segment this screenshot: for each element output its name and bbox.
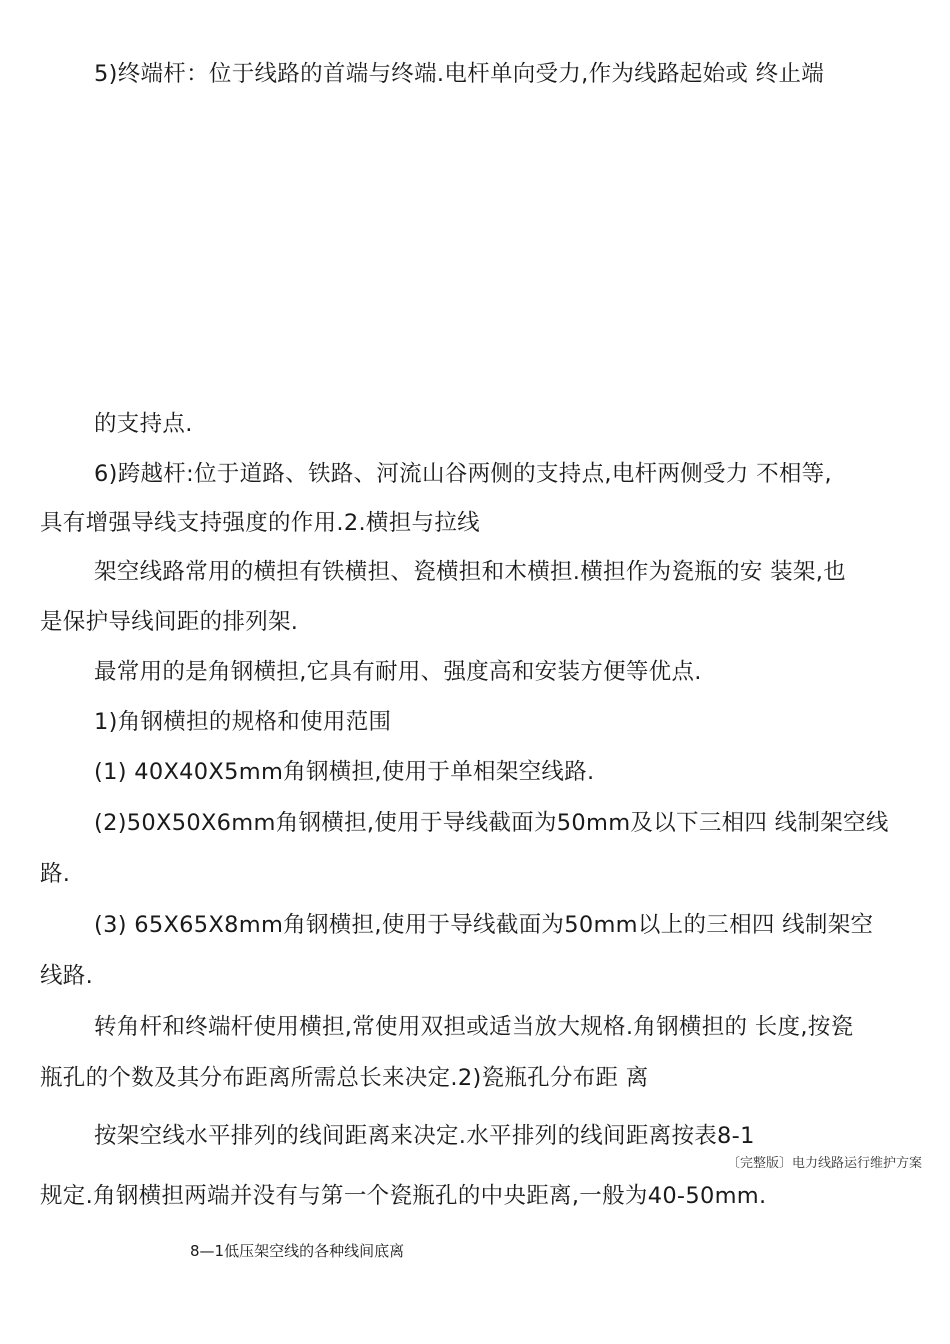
paragraph-line-angle-steel: 最常用的是角钢横担,它具有耐用、强度高和安装方便等优点. xyxy=(94,659,702,685)
list-item-spec-1: (1) 40X40X5mm角钢横担,使用于单相架空线路. xyxy=(94,759,595,785)
list-item-spec-2: (2)50X50X6mm角钢横担,使用于导线截面为50mm及以下三相四 线制架空线 xyxy=(94,810,889,836)
paragraph-line-spacing-frame: 是保护导线间距的排列架. xyxy=(40,609,299,635)
list-item-spec-3: (3) 65X65X8mm角钢横担,使用于导线截面为50mm以上的三相四 线制架空 xyxy=(94,912,874,938)
paragraph-line-crossing-pole: 6)跨越杆:位于道路、铁路、河流山谷两侧的支持点,电杆两侧受力 不相等, xyxy=(94,461,832,487)
paragraph-line-horizontal: 按架空线水平排列的线间距离来决定.水平排列的线间距离按表8-1 xyxy=(94,1123,755,1149)
paragraph-line-terminal-pole: 5)终端杆：位于线路的首端与终端.电杆单向受力,作为线路起始或 终止端 xyxy=(94,61,825,87)
paragraph-line-corner-pole: 转角杆和终端杆使用横担,常使用双担或适当放大规格.角钢横担的 长度,按瓷 xyxy=(94,1014,854,1040)
section-heading-specs: 1)角钢横担的规格和使用范围 xyxy=(94,709,392,735)
paragraph-line-crossarm-heading: 具有增强导线支持强度的作用.2.横担与拉线 xyxy=(40,510,480,536)
list-item-spec-2-cont: 路. xyxy=(40,861,71,887)
paragraph-line-crossarm-types: 架空线路常用的横担有铁横担、瓷横担和木横担.横担作为瓷瓶的安 装架,也 xyxy=(94,559,846,585)
footer-label: 〔完整版〕电力线路运行维护方案 xyxy=(727,1156,923,1171)
paragraph-line-end-distance: 规定.角钢横担两端并没有与第一个瓷瓶孔的中央距离,一般为40-50mm. xyxy=(40,1183,767,1209)
list-item-spec-3-cont: 线路. xyxy=(40,963,94,989)
table-caption: 8—1低压架空线的各种线间底离 xyxy=(190,1242,405,1260)
paragraph-line-support-point: 的支持点. xyxy=(94,411,193,437)
paragraph-line-hole-distance: 瓶孔的个数及其分布距离所需总长来决定.2)瓷瓶孔分布距 离 xyxy=(40,1065,649,1091)
